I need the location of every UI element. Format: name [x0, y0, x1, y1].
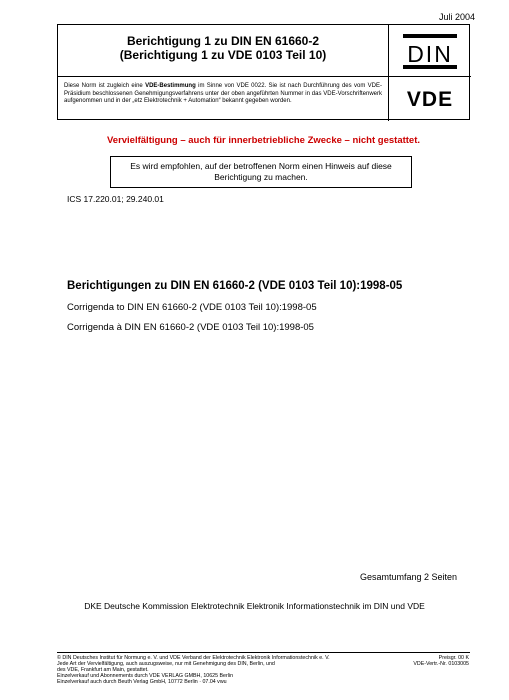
- price-group: Preisgr. 00 K: [438, 655, 469, 661]
- header-frame: [57, 24, 470, 120]
- vde-contract-number: VDE-Vertr.-Nr. 0103005: [413, 661, 469, 667]
- footer-copyright: [57, 655, 387, 685]
- footer-left-line: Einzelverkauf auch durch Beuth Verlag GmbH, 10772 Berlin · 07.04 vwu: [57, 679, 227, 685]
- footer-left-line: Jede Art der Vervielfältigung, auch auszugsweise, nur mit Genehmigung des DIN, Berlin, und: [57, 661, 275, 667]
- footer-left-line: des VDE, Frankfurt am Main, gestattet.: [57, 667, 149, 673]
- din-logo-text: DIN: [407, 41, 453, 67]
- vde-note-bold: VDE-Bestimmung: [145, 83, 196, 89]
- vde-note-prefix: Diese Norm ist zugleich eine: [64, 83, 146, 89]
- title-english: Corrigenda to DIN EN 61660-2 (VDE 0103 Teil 10):1998-05: [67, 302, 317, 313]
- footer-price: [413, 655, 469, 667]
- vde-note: [58, 77, 389, 121]
- vde-logo-text: VDE: [406, 88, 454, 111]
- document-title-line1: Berichtigung 1 zu DIN EN 61660-2: [126, 34, 320, 48]
- footer-divider: [57, 652, 470, 653]
- hint-line1: Es wird empfohlen, auf der betroffenen Norm einen Hinweis auf diese: [130, 161, 392, 171]
- title-cell: [58, 25, 389, 77]
- title-german: Berichtigungen zu DIN EN 61660-2 (VDE 0103 Teil 10):1998-05: [67, 280, 403, 292]
- document-title-line2: (Berichtigung 1 zu VDE 0103 Teil 10): [119, 48, 327, 62]
- total-pages: Gesamtumfang 2 Seiten: [359, 572, 457, 582]
- hint-line2: Berichtigung zu machen.: [214, 172, 308, 182]
- publication-date: Juli 2004: [438, 12, 475, 22]
- reproduction-notice: Vervielfältigung – auch für innerbetriebliche Zwecke – nicht gestattet.: [106, 135, 421, 146]
- hint-box: [110, 156, 412, 188]
- vde-logo: [389, 77, 471, 121]
- footer-left-line: © DIN Deutsches Institut für Normung e. V. und VDE Verband der Elektrotechnik Elektronik Informationstechnik e. V.: [57, 655, 330, 661]
- vde-note-rest: im Sinne von VDE 0022. Sie ist nach Durchführung des vom VDE-Präsidium beschlossenen Genehmigungsverfahrens unter der oben angeführten Nummer in das VDE-Vorschriftenwerk aufgenommen und in der „etz Elektrotechnik + Automation“ bekannt gegeben worden.: [64, 83, 382, 105]
- din-logo-graphic: [389, 25, 471, 77]
- din-logo: [389, 25, 471, 77]
- dke-line: DKE Deutsche Kommission Elektrotechnik Elektronik Informationstechnik im DIN und VDE: [84, 601, 425, 611]
- ics-code: ICS 17.220.01; 29.240.01: [67, 194, 164, 204]
- title-french: Corrigenda à DIN EN 61660-2 (VDE 0103 Teil 10):1998-05: [67, 322, 314, 333]
- footer-left-line: Einzelverkauf und Abonnements durch VDE VERLAG GMBH, 10625 Berlin: [57, 673, 234, 679]
